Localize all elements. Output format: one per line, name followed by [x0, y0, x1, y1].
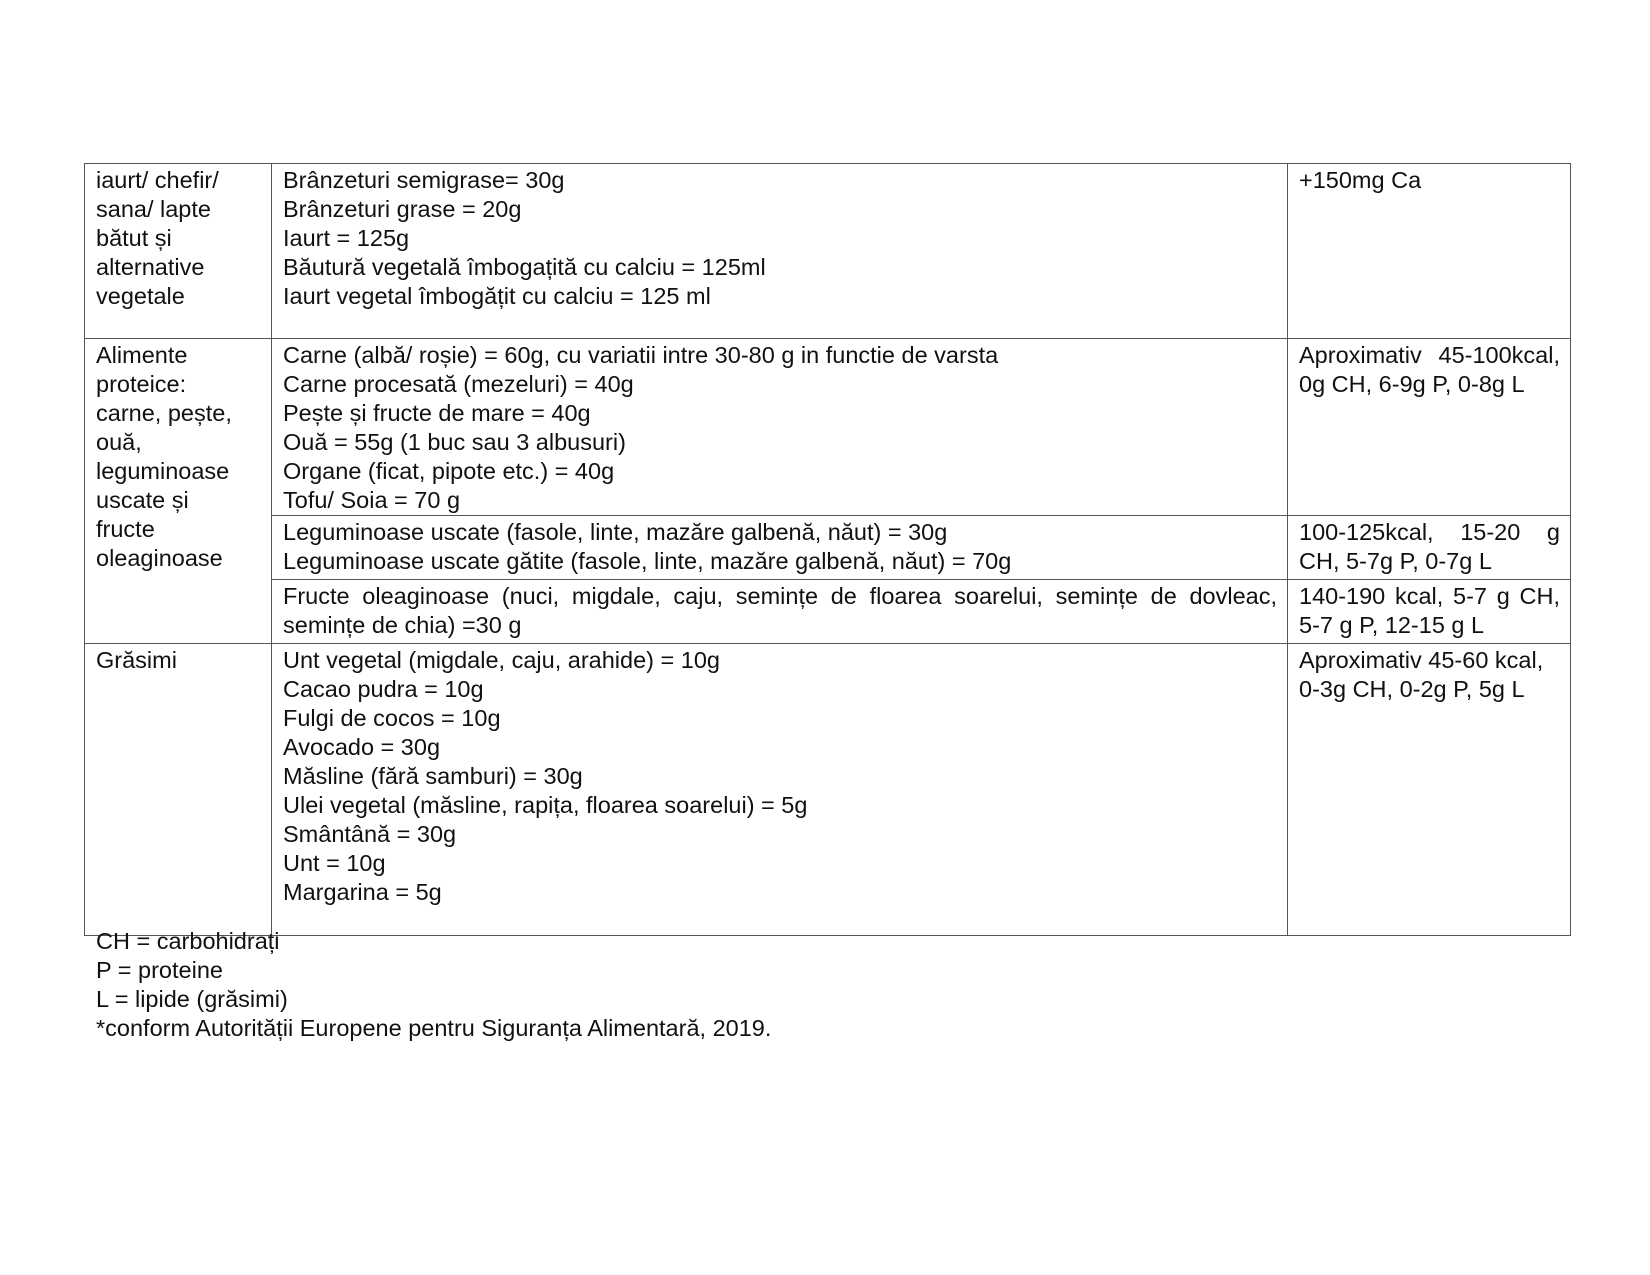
table-row: [85, 644, 1571, 936]
values-cell: [1288, 580, 1571, 644]
items-cell: [272, 644, 1288, 936]
item-line: Leguminoase uscate (fasole, linte, mazăre galbenă, năut) = 30g: [283, 519, 948, 545]
table-row: [85, 164, 1571, 339]
values-text: Aproximativ 45-60 kcal, 0-3g CH, 0-2g P, 5g L: [1299, 647, 1544, 702]
category-line: proteice:: [96, 371, 187, 397]
category-line: alternative: [96, 254, 205, 280]
category-cell: [85, 644, 272, 936]
items-cell: [272, 516, 1288, 580]
item-line: Iaurt vegetal îmbogățit cu calciu = 125 ml: [283, 283, 711, 309]
table-row: [85, 580, 1571, 644]
note-line: CH = carbohidrați: [96, 928, 280, 954]
item-line: Cacao pudra = 10g: [283, 676, 484, 702]
values-text: 140-190 kcal, 5-7 g CH, 5-7 g P, 12-15 g L: [1299, 583, 1560, 638]
table-row: [85, 516, 1571, 580]
values-cell: [1288, 516, 1571, 580]
category-line: leguminoase: [96, 458, 230, 484]
item-line: Tofu/ Soia = 70 g: [283, 487, 461, 513]
item-line: Pește și fructe de mare = 40g: [283, 400, 591, 426]
values-text: 100-125kcal, 15-20 g CH, 5-7g P, 0-7g L: [1299, 519, 1560, 574]
legend-notes: [96, 927, 771, 1043]
item-line: Ulei vegetal (măsline, rapița, floarea soarelui) = 5g: [283, 792, 808, 818]
item-line: Fulgi de cocos = 10g: [283, 705, 501, 731]
values-text: +150mg Ca: [1299, 167, 1422, 193]
item-line: Margarina = 5g: [283, 879, 442, 905]
category-line: iaurt/ chefir/: [96, 167, 219, 193]
category-cell: [85, 164, 272, 339]
values-cell: [1288, 644, 1571, 936]
table-row: [85, 339, 1571, 516]
category-line: Grăsimi: [96, 647, 177, 673]
item-line: Leguminoase uscate gătite (fasole, linte, mazăre galbenă, năut) = 70g: [283, 548, 1012, 574]
food-portions-table: [84, 163, 1571, 936]
category-line: sana/ lapte: [96, 196, 211, 222]
item-line: Băutură vegetală îmbogațită cu calciu = 125ml: [283, 254, 766, 280]
values-text: Aproximativ 45-100kcal, 0g CH, 6-9g P, 0-8g L: [1299, 342, 1560, 397]
items-cell: [272, 164, 1288, 339]
note-line: P = proteine: [96, 957, 223, 983]
items-cell: [272, 339, 1288, 516]
note-line: L = lipide (grăsimi): [96, 986, 288, 1012]
category-line: bătut și: [96, 225, 172, 251]
category-cell: [85, 339, 272, 644]
item-line: Organe (ficat, pipote etc.) = 40g: [283, 458, 615, 484]
category-line: carne, pește,: [96, 400, 232, 426]
item-line: Carne procesată (mezeluri) = 40g: [283, 371, 634, 397]
item-text: Fructe oleaginoase (nuci, migdale, caju, semințe de floarea soarelui, semințe de dovleac, semințe de chia) =30 g: [283, 583, 1277, 638]
values-cell: [1288, 164, 1571, 339]
category-line: vegetale: [96, 283, 185, 309]
item-line: Unt vegetal (migdale, caju, arahide) = 10g: [283, 647, 720, 673]
item-line: Carne (albă/ roșie) = 60g, cu variatii intre 30-80 g in functie de varsta: [283, 342, 999, 368]
item-line: Avocado = 30g: [283, 734, 441, 760]
item-line: Ouă = 55g (1 buc sau 3 albusuri): [283, 429, 626, 455]
items-cell: [272, 580, 1288, 644]
note-line: *conform Autorității Europene pentru Siguranța Alimentară, 2019.: [96, 1015, 772, 1041]
category-line: fructe: [96, 516, 155, 542]
item-line: Smântână = 30g: [283, 821, 457, 847]
item-line: Unt = 10g: [283, 850, 386, 876]
category-line: uscate și: [96, 487, 189, 513]
item-line: Brânzeturi semigrase= 30g: [283, 167, 565, 193]
item-line: Iaurt = 125g: [283, 225, 410, 251]
category-line: oleaginoase: [96, 545, 223, 571]
item-line: Brânzeturi grase = 20g: [283, 196, 522, 222]
item-line: Măsline (fără samburi) = 30g: [283, 763, 583, 789]
category-line: Alimente: [96, 342, 188, 368]
category-line: ouă,: [96, 429, 142, 455]
values-cell: [1288, 339, 1571, 516]
